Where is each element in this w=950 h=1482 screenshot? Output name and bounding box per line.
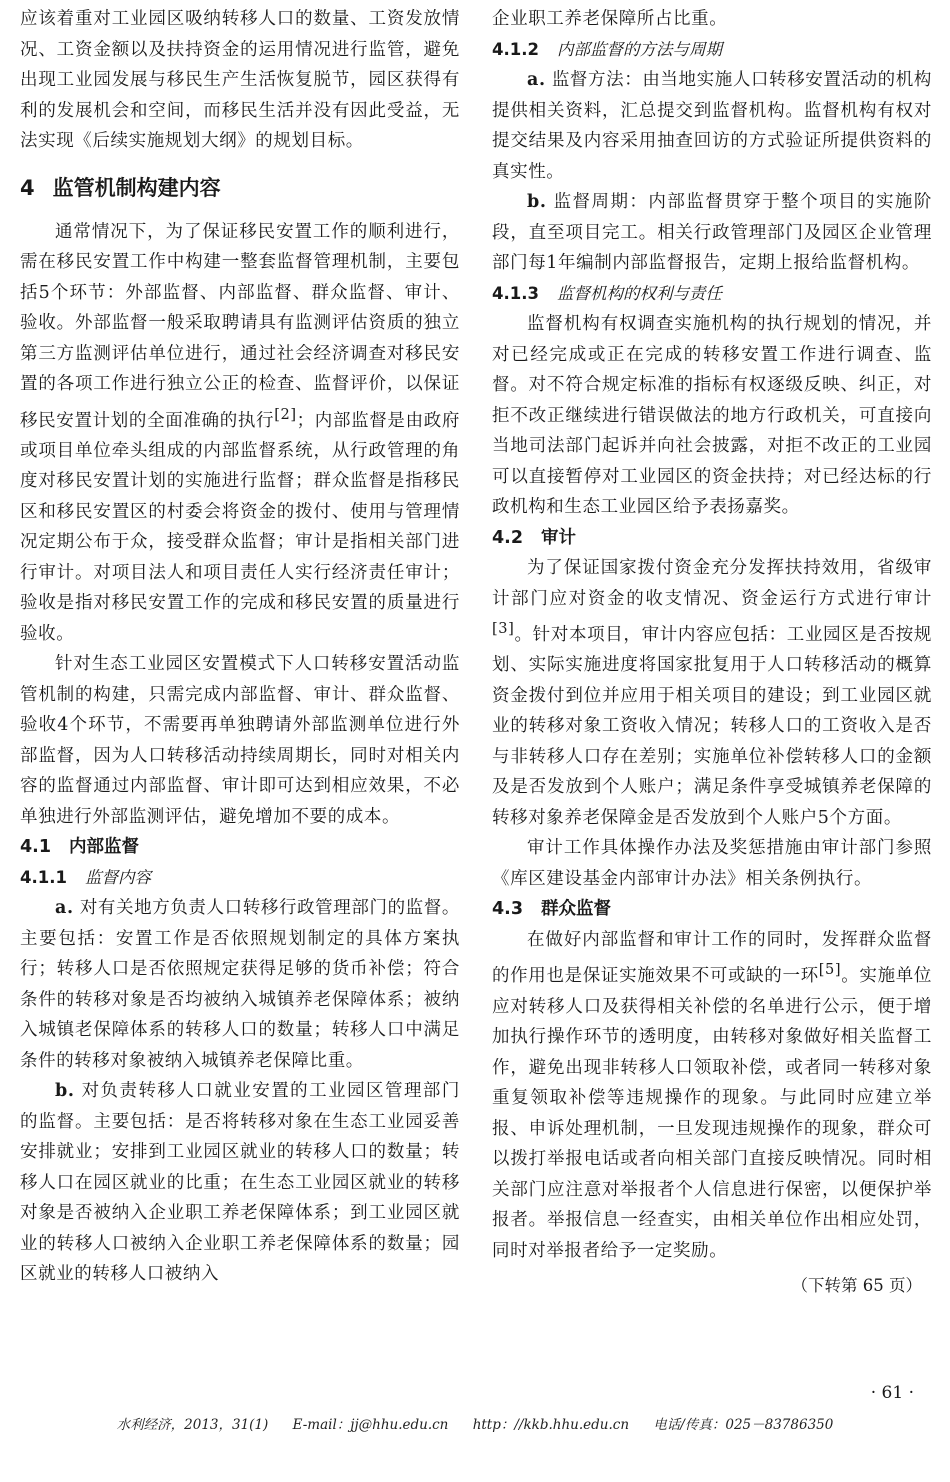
paragraph-item-a [20, 893, 460, 1076]
paragraph-text: 监督方法：由当地实施人口转移安置活动的机构提供相关资料，汇总提交到监督机构。监督机构有权对提交结果及内容采用抽查回访的方式验证所提供资料的真实性。 [492, 70, 932, 182]
paragraph-continued: 企业职工养老保障所占比重。 [492, 9, 728, 29]
footer-phone: 电话/传真：025－83786350 [653, 1417, 834, 1433]
footer-email: E-mail：jj@hhu.edu.cn [292, 1417, 449, 1433]
section-4-3-heading [492, 894, 932, 925]
paragraph-intro: 应该着重对工业园区吸纳转移人口的数量、工资发放情况、工资金额以及扶持资金的运用情况进行监管，避免出现工业园发展与移民生产生活恢复脱节，园区获得有利的发展机会和空间，而移民生活并没有因此受益，无法实现《后续实施规划大纲》的规划目标。 [20, 9, 460, 151]
page-number: · 61 · [870, 1383, 914, 1403]
paragraph-text: 。实施单位应对转移人口及获得相关补偿的名单进行公示，便于增加执行操作环节的透明度，由转移对象做好相关监督工作，避免出现非转移人口领取补偿，或者同一转移对象重复领取补偿等违规操作的现象。与此同时应建立举报、申诉处理机制，一旦发现违规操作的现象，群众可以拨打举报电话或者向相关部门直接反映情况。同时相关部门应注意对举报者个人信息进行保密，以便保护举报者。举报信息一经查实，由相关单位作出相应处罚，同时对举报者给予一定奖励。 [492, 966, 932, 1261]
section-number: 4.1.2 [492, 39, 539, 59]
left-column [20, 4, 460, 1290]
paragraph-text: 为了保证国家拨付资金充分发挥扶持效用，省级审计部门应对资金的收支情况、资金运行方式进行审计 [492, 558, 932, 609]
item-label: a. [55, 898, 74, 919]
paragraph-public [492, 925, 932, 1266]
section-title: 内部监督的方法与周期 [556, 39, 722, 59]
paragraph-audit-rules: 审计工作具体操作办法及奖惩措施由审计部门参照《库区建设基金内部审计办法》相关条例执行。 [492, 838, 932, 889]
section-title: 审计 [541, 527, 577, 548]
citation-ref: [2] [274, 405, 297, 423]
footer-website: http：//kkb.hhu.edu.cn [472, 1417, 630, 1433]
section-title: 监管机制构建内容 [52, 175, 221, 200]
paragraph-ecopark: 针对生态工业园区安置模式下人口转移安置活动监管机制的构建，只需完成内部监督、审计、群众监督、验收4个环节，不需要再单独聘请外部监测单位进行外部监督，因为人口转移活动持续周期长，同时对相关内容的监督通过内部监督、审计即可达到相应效果，不必单独进行外部监测评估，避免增加不要的成本。 [20, 654, 460, 827]
paragraph-text: 对有关地方负责人口转移行政管理部门的监督。主要包括：安置工作是否依照规划制定的具体方案执行；转移人口是否依照规定获得足够的货币补偿；符合条件的转移对象是否均被纳入城镇养老保障体系；被纳入城镇老保障体系的转移人口的数量；转移人口中满足条件的转移对象被纳入城镇养老保障比重。 [20, 898, 460, 1071]
paragraph-mechanism [20, 217, 460, 650]
paragraph-text: 。针对本项目，审计内容应包括：工业园区是否按规划、实际实施进度将国家批复用于人口转移活动的概算资金拨付到位并应用于相关项目的建设；到工业园区就业的转移对象工资收入情况；转移人口的工资收入是否与非转移人口存在差别；实施单位补偿转移人口的金额及是否发放到个人账户；满足条件享受城镇养老保障的转移对象养老保障金是否发放到个人账户5个方面。 [492, 624, 932, 828]
continued-note: （下转第 65 页） [791, 1276, 922, 1296]
paragraph-period [492, 187, 932, 279]
paragraph-text: ；内部监督是由政府或项目单位牵头组成的内部监督系统，从行政管理的角度对移民安置计划的实施进行监督；群众监督是指移民区和移民安置区的村委会将资金的拨付、使用与管理情况定期公布于众，接受群众监督；审计是指相关部门进行审计。对项目法人和项目责任人实行经济责任审计；验收是指对移民安置工作的完成和移民安置的质量进行验收。 [20, 410, 460, 644]
section-number: 4.1.1 [20, 867, 67, 887]
paragraph-text: 通常情况下，为了保证移民安置工作的顺利进行，需在移民安置工作中构建一整套监督管理机制，主要包括5个环节：外部监督、内部监督、群众监督、审计、验收。外部监督一般采取聘请具有监测评估资质的独立第三方监测评估单位进行，通过社会经济调查对移民安置的各项工作进行独立公正的检查、监督评价，以保证移民安置计划的全面准确的执行 [20, 221, 460, 431]
section-4-1-1-heading [20, 863, 460, 894]
paragraph-method [492, 65, 932, 187]
section-title: 监督内容 [84, 867, 151, 887]
item-label: b. [527, 192, 547, 212]
paragraph-item-b [20, 1076, 460, 1290]
section-title: 内部监督 [69, 837, 140, 858]
section-title: 群众监督 [541, 899, 612, 920]
section-4-1-3-heading [492, 279, 932, 310]
section-4-2-heading [492, 523, 932, 554]
section-number: 4 [20, 175, 35, 200]
section-title: 监督机构的权利与责任 [556, 283, 722, 303]
item-label: b. [55, 1081, 75, 1102]
paragraph-audit [492, 553, 932, 833]
section-4-heading [20, 173, 460, 203]
item-label: a. [527, 70, 546, 90]
section-number: 4.1.3 [492, 283, 539, 303]
paragraph-text: 对负责转移人口就业安置的工业园区管理部门的监督。主要包括：是否将转移对象在生态工业园妥善安排就业；安排到工业园区就业的转移人口的数量；转移人口在园区就业的比重；在生态工业园区就业的转移对象是否被纳入企业职工养老保障体系；到工业园区就业的转移人口被纳入企业职工养老保障体系的数量；园区就业的转移人口被纳入 [20, 1081, 460, 1285]
page-footer [0, 1413, 950, 1433]
citation-ref: [3] [492, 620, 515, 637]
section-number: 4.1 [20, 837, 52, 858]
section-4-1-2-heading [492, 35, 932, 66]
citation-ref: [5] [818, 961, 842, 979]
paragraph-text: 监督周期：内部监督贯穿于整个项目的实施阶段，直至项目完工。相关行政管理部门及园区企业管理部门每1年编制内部监督报告，定期上报给监督机构。 [492, 192, 932, 273]
paragraph-text: 在做好内部监督和审计工作的同时，发挥群众监督的作用也是保证实施效果不可或缺的一环 [492, 929, 932, 987]
footer-journal: 水利经济，2013，31(1) [116, 1417, 269, 1433]
paragraph-rights: 监督机构有权调查实施机构的执行规划的情况，并对已经完成或正在完成的转移安置工作进行调查、监督。对不符合规定标准的指标有权逐级反映、纠正，对拒不改正继续进行错误做法的地方行政机关，可直接向当地司法部门起诉并向社会披露，对拒不改正的工业园可以直接暂停对工业园区的资金扶持；对已经达标的行政机构和生态工业园区给予表扬嘉奖。 [492, 314, 932, 517]
section-4-1-heading [20, 832, 460, 863]
section-number: 4.2 [492, 527, 524, 548]
right-column [492, 4, 932, 1300]
section-number: 4.3 [492, 899, 524, 920]
